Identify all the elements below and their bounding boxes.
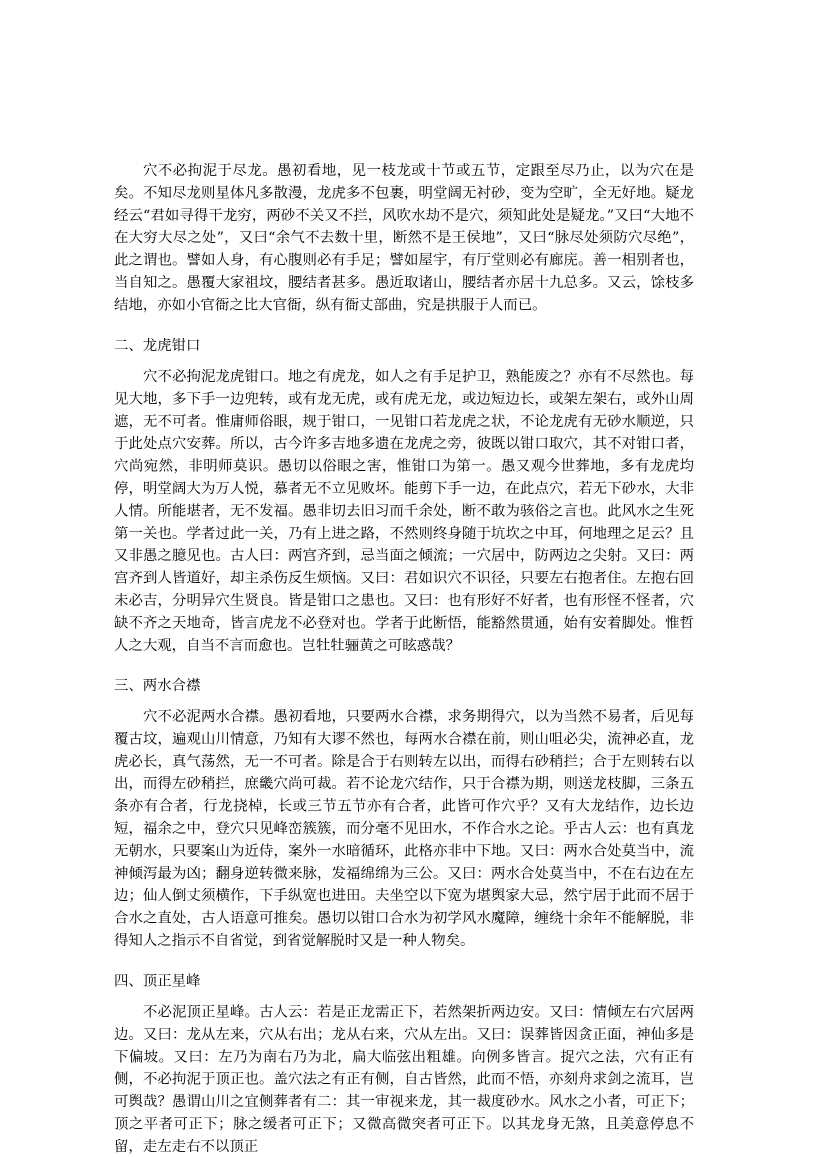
- paragraph-section-2: 穴不必拘泥龙虎钳口。地之有虎龙，如人之有手足护卫，熟能废之？亦有不尽然也。每见大地，多下手一边兜转，或有龙无虎，或有虎无龙，或边短边长，或架左架右，或外山周遮，无不可者。惟庸师俗眼，规于钳口，一见钳口若龙虎之状，不论龙虎有无砂水顺逆，只于此处点穴安葬。所以，古今许多吉地多遗在龙虎之旁，彼既以钳口取穴，其不对钳口者，穴尚宛然，非明师莫识。愚切以俗眼之害，惟钳口为第一。愚又观今世葬地，多有龙虎均停，明堂阔大为万人悦，慕者无不立见败坏。能剪下手一边，在此点穴，若无下砂水，大非人情。所能堪者，无不发福。愚非切去旧习而千余处，断不敢为骇俗之言也。此风水之生死第一关也。学者过此一关，乃有上进之路，不然则终身随于坑坎之中耳，何地理之足云？且又非愚之臆见也。古人曰：两宫齐到，忌当面之倾流；一穴居中，防两边之尖射。又曰：两宫齐到人皆道好，却主杀伤反生烦恼。又曰：君如识穴不识径，只要左右抱者住。左抱右回未必吉，分明异穴生贤良。皆是钳口之患也。又曰：也有形好不好者，也有形怪不怪者，穴缺不齐之天地奇，皆言虎龙不必登对也。学者于此断悟，能豁然贯通，始有安着脚处。惟哲人之大观，自当不言而愈也。岂牡牡骊黄之可眩惑哉？: [114, 365, 694, 656]
- section-heading-2: 二、龙虎钳口: [114, 334, 200, 356]
- paragraph-section-4: 不必泥顶正星峰。古人云：若是正龙需正下，若然架折两边安。又曰：情倾左右穴居两边。又曰：龙从左来，穴从右出；龙从右来，穴从左出。又曰：误葬皆因贪正面，神仙多是下偏坡。又曰：左乃为南右乃为北，扁大临弦出粗雄。向例多皆言。捉穴之法，穴有正有侧，不必拘泥于顶正也。盖穴法之有正有侧，自古皆然，此而不悟，亦刻舟求剑之流耳，岂可舆哉？愚谓山川之宜侧葬者有二：其一审视来龙，其一裁度砂水。风水之小者，可正下；顶之平者可正下；脉之缓者可正下；又微高微突者可正下。以其龙身无煞，且美意停息不留，走左走右不以顶正: [114, 1001, 694, 1157]
- paragraph-intro: 穴不必拘泥于尽龙。愚初看地，见一枝龙或十节或五节，定跟至尽乃止，以为穴在是矣。不知尽龙则星体凡多散漫，龙虎多不包裹，明堂阔无衬砂，变为空旷，全无好地。疑龙经云“君如寻得干龙穷，两砂不关又不拦，风吹水劫不是穴，须知此处是疑龙。”又曰“大地不在大穷大尽之处”，又曰“余气不去数十里，断然不是王侯地”，又曰“脉尽处须防穴尽绝”，此之谓也。譬如人身，有心腹则必有手足；譬如屋宇，有厅堂则必有廊庑。善一相别者也，当自知之。愚覆大家祖坟，腰结者甚多。愚近取诸山，腰结者亦居十九总多。又云，馀枝多结地，亦如小官衙之比大官衙，纵有衙丈部曲，究是拱服于人而已。: [114, 159, 694, 316]
- section-heading-3: 三、两水合襟: [114, 674, 200, 696]
- paragraph-section-3: 穴不必泥两水合襟。愚初看地，只要两水合襟，求务期得穴，以为当然不易者，后见每覆古坟，遍观山川情意，乃知有大谬不然也，每两水合襟在前，则山咀必尖，流神必直，龙虎必长，真气荡然，无一不可者。除是合于右则转左以出，而得右砂稍拦；合于左则转右以出，而得左砂稍拦，庶畿穴尚可裁。若不论龙穴结作，只于合襟为期，则送龙枝脚，三条五条亦有合者，行龙挠棹，长或三节五节亦有合者，此皆可作穴乎？又有大龙结作，边长边短，福余之中，登穴只见峰峦簇簇，而分毫不见田水，不作合水之论。乎古人云：也有真龙无朝水，只要案山为近侍，案外一水暗循环，此格亦非中下地。又曰：两水合处莫当中，流神倾泻最为凶；翻身逆转微来脉，发福绵绵为三公。又曰：两水合处莫当中，不在右边在左边；仙人倒丈须横作，下手纵宽也进田。夫坐空以下宽为堪舆家大忌，然宁居于此而不居于合水之直处，古人语意可推矣。愚切以钳口合水为初学风水魔障，缠绕十余年不能解脱，非得知人之指示不自省觉，到省觉解脱时又是一种人物矣。: [114, 705, 694, 951]
- section-heading-4: 四、顶正星峰: [114, 970, 200, 992]
